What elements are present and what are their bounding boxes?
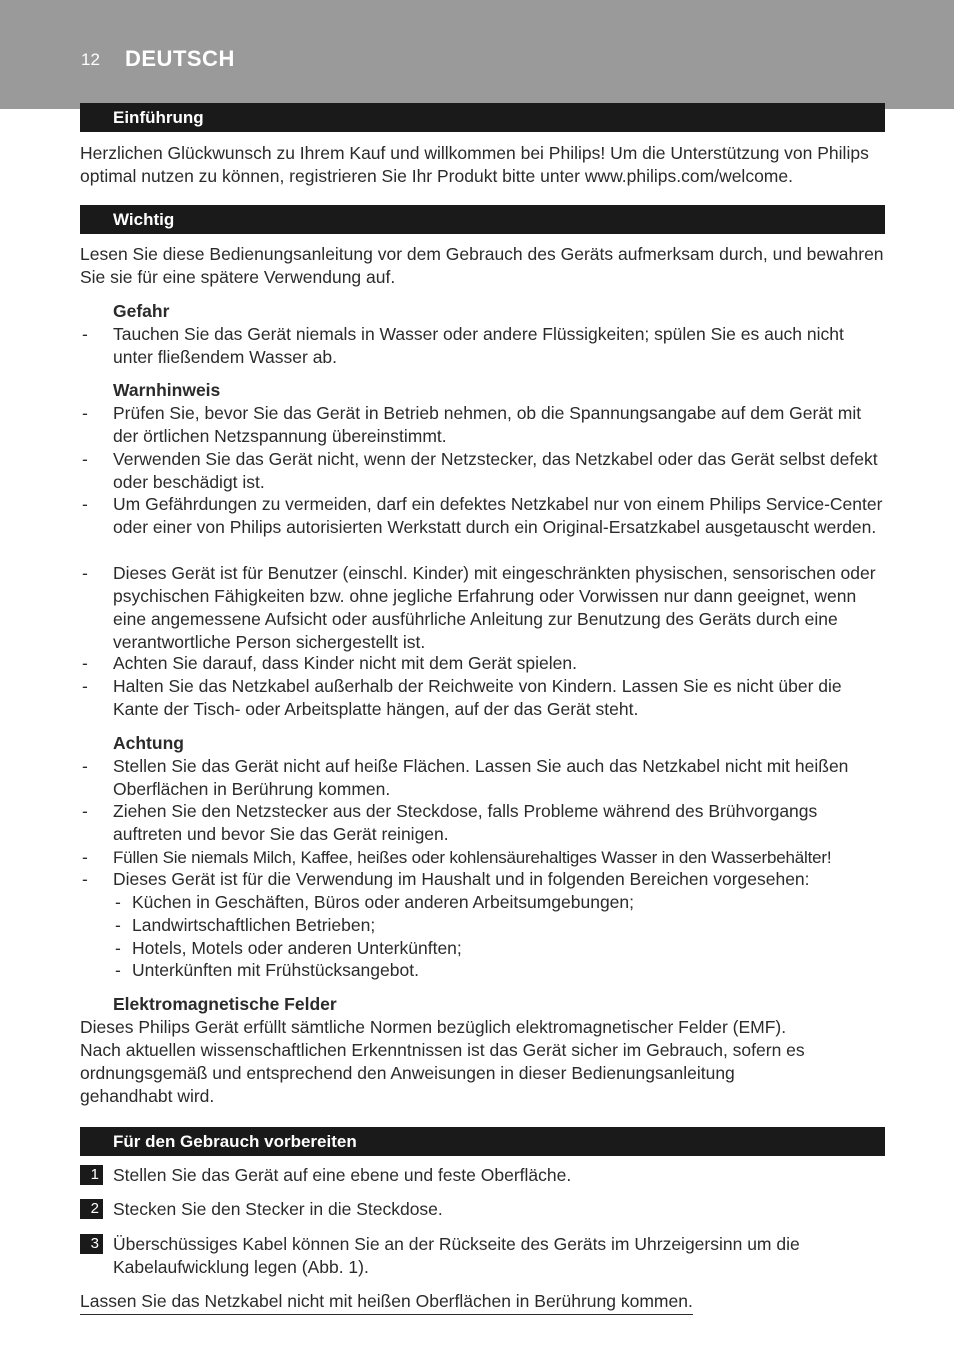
page-number: 12 [81, 50, 100, 69]
step-number: 2 [80, 1199, 103, 1219]
section-title: Wichtig [113, 210, 175, 229]
section-title: Für den Gebrauch vorbereiten [113, 1132, 357, 1151]
danger-heading: Gefahr [113, 301, 170, 321]
language-title: DEUTSCH [125, 46, 235, 71]
important-paragraph: Lesen Sie diese Bedienungsanleitung vor dem Gebrauch des Geräts aufmerksam durch, und bewahren Sie sie für eine spätere Verwendung auf. [80, 244, 884, 287]
step-number: 1 [80, 1165, 103, 1185]
step-number: 3 [80, 1234, 103, 1254]
section-header-intro [80, 103, 885, 132]
section-title: Einführung [113, 108, 204, 127]
emf-paragraph: Dieses Philips Gerät erfüllt sämtliche Normen bezüglich elektromagnetischer Felder (EMF). Nach aktuellen wissenschaftlichen Erkenntnissen ist das Gerät sicher im Gebrauch, sofern es ordnungsgemäß und entsprechend den Anweisungen in dieser Bedienungsanleitung gehandhabt wird. [80, 1017, 805, 1106]
intro-paragraph: Herzlichen Glückwunsch zu Ihrem Kauf und willkommen bei Philips! Um die Unterstützung von Philips optimal nutzen zu können, registrieren Sie Ihr Produkt bitte unter www.philips.com/welcome. [80, 143, 869, 186]
section-header-important [80, 205, 885, 234]
emf-heading: Elektromagnetische Felder [113, 994, 337, 1014]
cable-warning-note: Lassen Sie das Netzkabel nicht mit heißen Oberflächen in Berührung kommen. [80, 1290, 693, 1315]
warning-heading: Warnhinweis [113, 380, 221, 400]
section-header-prepare [80, 1127, 885, 1156]
caution-heading: Achtung [113, 733, 184, 753]
header-band [0, 0, 954, 109]
